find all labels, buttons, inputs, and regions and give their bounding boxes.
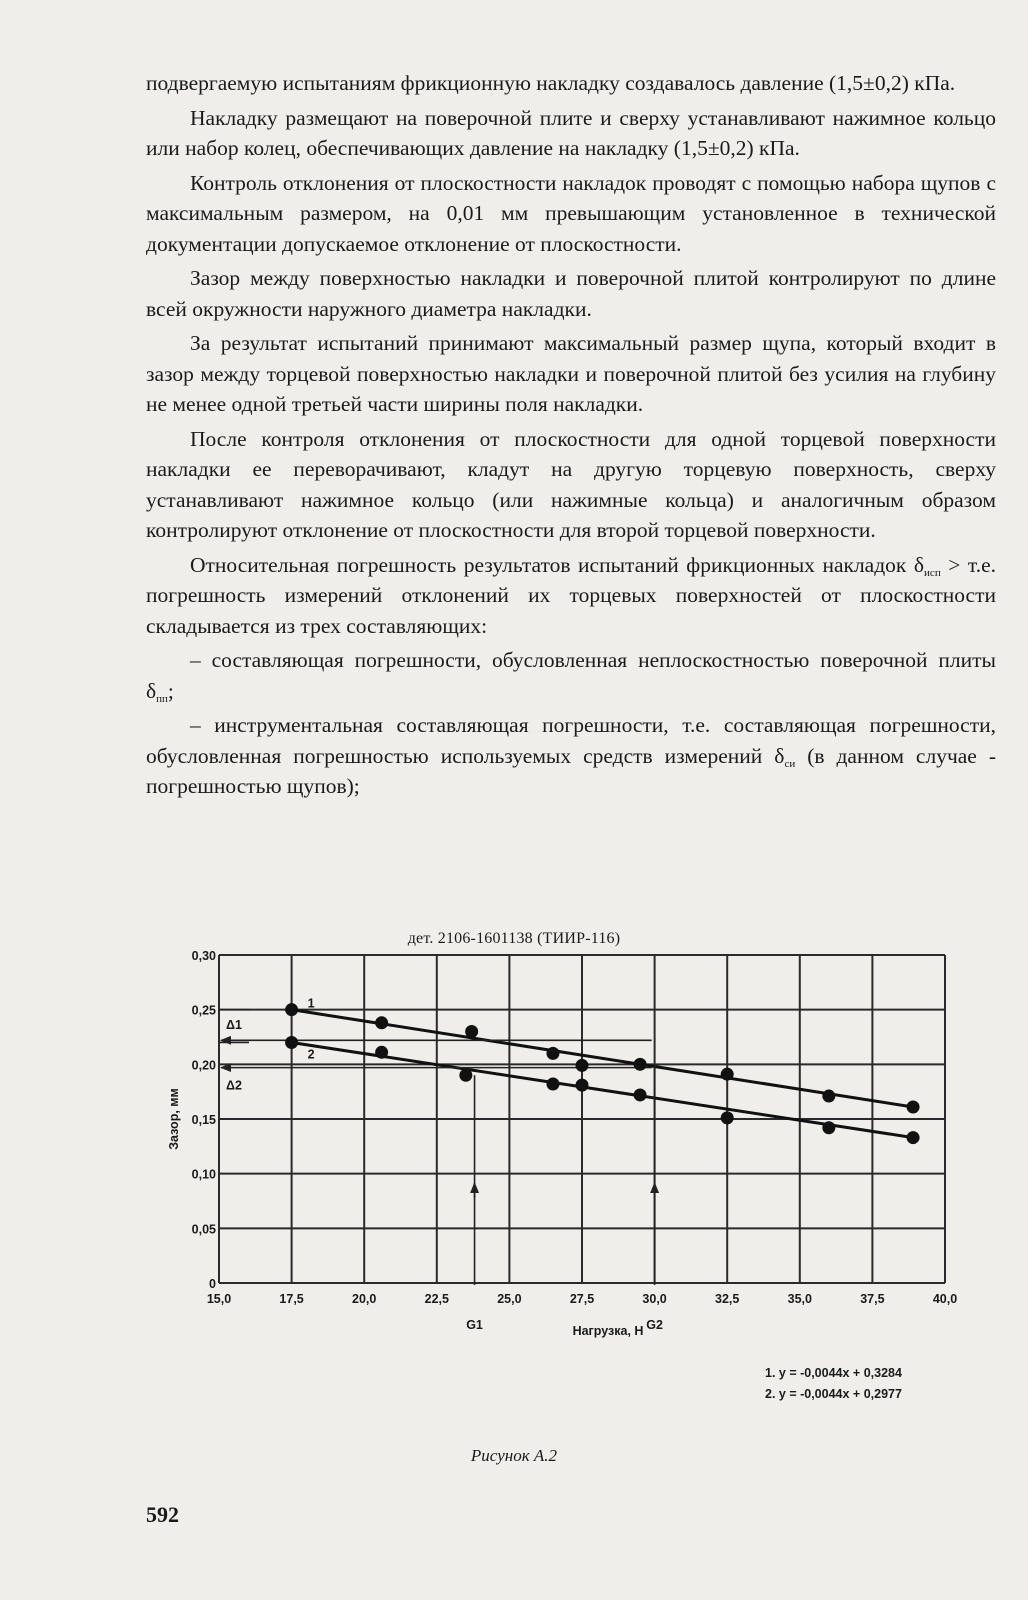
data-point-series-2 xyxy=(634,1088,647,1101)
data-point-series-2 xyxy=(285,1036,298,1049)
x-axis-label: Нагрузка, Н xyxy=(572,1324,644,1338)
paragraph: Зазор между поверхностью накладки и поверочной плитой контролируют по длине всей окружности наружного диаметра накладки. xyxy=(146,266,996,321)
delta2-label: Δ2 xyxy=(226,1078,242,1093)
paragraph: После контроля отклонения от плоскостности для одной торцевой поверхности накладки ее переворачивают, кладут на другую торцевую поверхность, сверху устанавливают нажимное кольцо (или нажимные кольца) и аналогичным образом контролируют отклонение от плоскостности для второй торцевой поверхности. xyxy=(146,426,996,542)
data-point-series-1 xyxy=(375,1016,388,1029)
x-tick-label: 30,0 xyxy=(642,1292,667,1306)
paragraph-instrument-error: – инструментальная составляющая погрешности, т.е. составляющая погрешности, обусловленная погрешностью используемых средств измерений $\delta_{си}$ (в данном случае - погрешностью щупов); xyxy=(146,713,996,798)
figure-caption: Рисунок А.2 xyxy=(470,1446,558,1465)
g2-label: G2 xyxy=(646,1318,663,1332)
data-point-series-1 xyxy=(721,1068,734,1081)
x-tick-label: 40,0 xyxy=(932,1292,958,1306)
equation-series-2: 2. y = -0,0044x + 0,2977 xyxy=(765,1387,902,1401)
paragraph: подвергаемую испытаниям фрикционную накладку создавалось давление (1,5±0,2) кПа. xyxy=(146,71,956,95)
page-number: 592 xyxy=(146,1502,179,1527)
y-tick-label: 0,10 xyxy=(191,1167,216,1182)
y-tick-label: 0,15 xyxy=(191,1113,216,1127)
data-point-series-1 xyxy=(634,1058,647,1071)
delta1-label: Δ1 xyxy=(226,1017,242,1032)
x-tick-label: 27,5 xyxy=(569,1292,595,1306)
chart-title: дет. 2106-1601138 (ТИИР-116) xyxy=(407,930,621,947)
data-point-series-2 xyxy=(907,1131,920,1144)
data-point-series-1 xyxy=(576,1059,589,1072)
data-point-series-1 xyxy=(822,1090,835,1103)
y-tick-label: 0,20 xyxy=(191,1058,216,1073)
data-point-series-1 xyxy=(546,1047,559,1060)
x-tick-label: 15,0 xyxy=(206,1292,232,1306)
paragraph-relative-error: Относительная погрешность результатов испытаний фрикционных накладок $\delta_{исп} > т.е$. погрешность измерений отклонений их торцевых поверхностей от плоскостности складывается из трех составляющих: xyxy=(146,552,996,638)
data-point-series-2 xyxy=(822,1121,835,1134)
data-point-series-2 xyxy=(576,1079,589,1092)
x-tick-label: 17,5 xyxy=(279,1292,304,1306)
y-tick-label: 0,25 xyxy=(191,1003,216,1018)
x-tick-label: 25,0 xyxy=(497,1292,522,1306)
data-point-series-2 xyxy=(375,1046,388,1059)
paragraph-plate-error: – составляющая погрешности, обусловленная неплоскостностью поверочной плиты $\delta_{пп}$; xyxy=(146,648,996,705)
g1-label: G1 xyxy=(466,1318,483,1332)
x-tick-label: 32,5 xyxy=(715,1292,740,1306)
series-label-2: 2 xyxy=(307,1047,315,1062)
x-tick-label: 20,0 xyxy=(352,1292,377,1306)
data-point-series-1 xyxy=(285,1003,298,1016)
data-point-series-2 xyxy=(546,1078,559,1091)
data-point-series-1 xyxy=(907,1100,920,1113)
paragraph: За результат испытаний принимают максимальный размер щупа, который входит в зазор между торцевой поверхностью накладки и поверочной плитой без усилия на глубину не менее одной третьей части ширины поля накладки. xyxy=(146,331,996,416)
y-tick-label: 0,30 xyxy=(191,949,216,963)
paragraph: Накладку размещают на поверочной плите и сверху устанавливают нажимное кольцо или набор колец, обеспечивающих давление на накладку (1,5±0,2) кПа. xyxy=(146,105,996,160)
equation-series-1: 1. y = -0,0044x + 0,3284 xyxy=(765,1366,902,1380)
data-point-series-2 xyxy=(721,1111,734,1124)
data-point-series-2 xyxy=(459,1069,472,1082)
x-tick-label: 22,5 xyxy=(424,1292,449,1306)
paragraph: Контроль отклонения от плоскостности накладок проводят с помощью набора щупов с максимальным размером, на 0,01 мм превышающим установленное в технической документации допускаемое отклонение от плоскостности. xyxy=(146,170,996,256)
series-label-1: 1 xyxy=(307,996,315,1011)
data-point-series-1 xyxy=(465,1025,478,1038)
y-tick-label: 0 xyxy=(209,1277,216,1291)
y-axis-label: Зазор, мм xyxy=(167,1088,181,1150)
x-tick-label: 37,5 xyxy=(860,1292,885,1306)
x-tick-label: 35,0 xyxy=(787,1292,812,1306)
y-tick-label: 0,05 xyxy=(191,1222,216,1237)
